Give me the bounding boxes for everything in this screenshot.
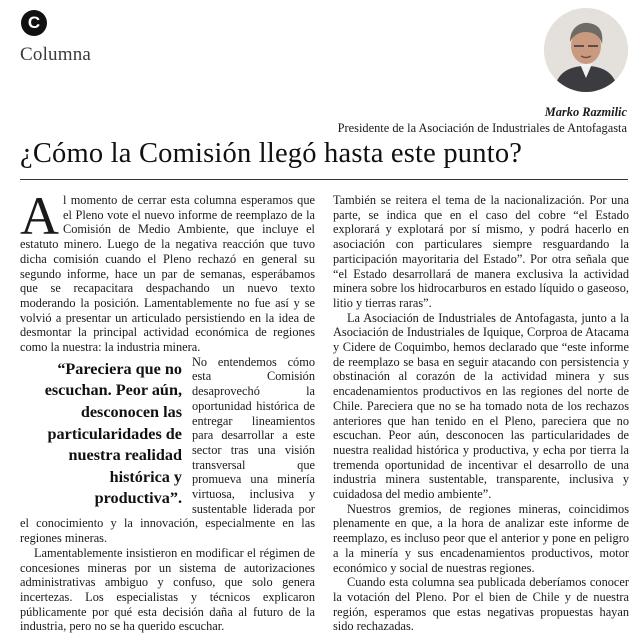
section-badge: C: [21, 10, 47, 36]
right-paragraph-4: Cuando esta columna sea publicada deberíamos conocer la votación del Pleno. Por el bien de Chile y de nuestra región, esperamos que estas negativas propuestas hayan sido rechazadas.: [333, 575, 629, 634]
left-paragraph-1: [20, 186, 315, 355]
right-paragraph-3: Nuestros gremios, de regiones mineras, coincidimos plenamente en que, a la hora de analizar este informe de reemplazo, es incluso peor que el anterior y pone en peligro a la minería y sus encadenamientos productivos, motor económico y social de nuestras regiones.: [333, 501, 629, 575]
drop-cap: A: [20, 186, 59, 246]
section-label: Columna: [20, 44, 92, 65]
right-paragraph-2: La Asociación de Industriales de Antofagasta, junto a la Asociación de Industriales de Iquique, Corproa de Atacama y Cidere de Coquimbo, hemos declarado que “este informe de reemplazo se basa en seguir atacando con persistencia y obstinación al corazón de la actividad minera y sus encadenamientos productivos en las regiones del norte de Chile. Pareciera que no se ha tomado nota de los rechazos anteriores que han tenido en el Pleno, pareciera que no escuchan. Peor aún, desconocen las particularidades de nuestra realidad histórica y productiva, y echa por tierra la tremenda oportunidad de incentivar el desarrollo de una industria minera sustentable, transparente, inclusiva y cuidadosa del medio ambiente”.: [333, 310, 629, 502]
author-role: Presidente de la Asociación de Industriales de Antofagasta: [337, 121, 627, 135]
right-column: [333, 193, 629, 634]
author-photo: [544, 8, 628, 92]
left-column: [20, 186, 315, 634]
headline-divider: [20, 179, 628, 180]
pull-quote: “Pareciera que no escuchan. Peor aún, desconocen las particularidades de nuestra realidad histórica y productiva”.: [44, 359, 182, 508]
author-portrait-icon: [544, 8, 628, 92]
author-name: Marko Razmilic: [544, 105, 627, 119]
right-paragraph-1: También se reitera el tema de la nacionalización. Por una parte, se indica que en el caso del cobre “el Estado explorará y explotará por sí mismo, y podrá hacerlo en asociación con particulares siempre resguardando la participación mayoritaria del Estado”. Por otra señala que “el Estado desarrollará de manera exclusiva la actividad minera sobre los hidrocarburos en estado líquido o gaseoso, litio y tierras raras”.: [333, 193, 629, 310]
headline: ¿Cómo la Comisión llegó hasta este punto?: [20, 138, 523, 169]
left-paragraph-3: Lamentablemente insistieron en modificar el régimen de concesiones mineras por un sistema de autorizaciones administrativas ambiguo y confuso, que solo genera incertezas. Los especialistas y técnicos explicaron públicamente por qué esta decisión daña al futuro de la industria, pero no se ha querido escuchar.: [20, 545, 315, 634]
left-paragraph-1-text: l momento de cerrar esta columna esperamos que el Pleno vote el nuevo informe de reemplazo de la Comisión de Medio Ambiente, que incluye el estatuto minero. Luego de la negativa reacción que tuvo dicha comisión cuando el Pleno rechazó en general su segundo informe, hace un par de semanas, esperábamos que se recapacitara despachando un nuevo texto moderando la posición. Lamentablemente no fue así y se volvió a presentar un articulado persistiendo en la idea de desmontar la principal actividad económica de regiones como la nuestra: la industria minera.: [20, 193, 315, 355]
byline: [338, 104, 627, 136]
left-paragraph-2: No entendemos cómo esta Comisión desaprovechó la oportunidad histórica de entregar lineamientos para desarrollar a este sector tras una visión transversal que promueva una minería virtuosa, inclusiva y sustentable liderada por el conocimiento y la innovación, especialmente en las regiones mineras.: [20, 354, 315, 546]
